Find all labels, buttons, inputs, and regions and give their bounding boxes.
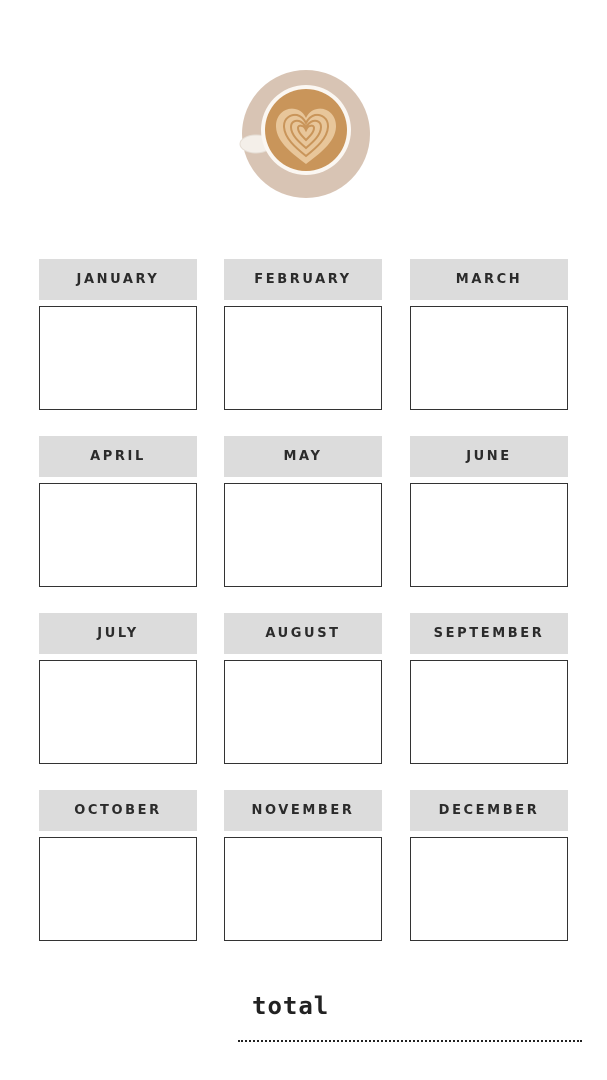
month-entry-box[interactable] [224, 837, 382, 941]
month-february [224, 259, 382, 410]
month-entry-box[interactable] [410, 483, 568, 587]
month-october [39, 790, 197, 941]
month-april [39, 436, 197, 587]
month-entry-box[interactable] [410, 306, 568, 410]
month-label: MAY [224, 436, 382, 477]
month-september [410, 613, 568, 764]
month-december [410, 790, 568, 941]
month-august [224, 613, 382, 764]
month-entry-box[interactable] [39, 306, 197, 410]
month-entry-box[interactable] [39, 483, 197, 587]
month-july [39, 613, 197, 764]
month-label: FEBRUARY [224, 259, 382, 300]
total-label: total [252, 992, 330, 1020]
month-entry-box[interactable] [410, 837, 568, 941]
month-label: JANUARY [39, 259, 197, 300]
month-june [410, 436, 568, 587]
month-label: NOVEMBER [224, 790, 382, 831]
month-entry-box[interactable] [39, 837, 197, 941]
total-entry-line[interactable] [238, 1040, 582, 1042]
month-label: AUGUST [224, 613, 382, 654]
month-january [39, 259, 197, 410]
month-entry-box[interactable] [39, 660, 197, 764]
month-november [224, 790, 382, 941]
month-label: MARCH [410, 259, 568, 300]
month-entry-box[interactable] [224, 660, 382, 764]
month-label: JULY [39, 613, 197, 654]
month-label: SEPTEMBER [410, 613, 568, 654]
month-entry-box[interactable] [410, 660, 568, 764]
month-may [224, 436, 382, 587]
month-label: JUNE [410, 436, 568, 477]
month-label: APRIL [39, 436, 197, 477]
month-march [410, 259, 568, 410]
month-entry-box[interactable] [224, 306, 382, 410]
month-label: OCTOBER [39, 790, 197, 831]
month-label: DECEMBER [410, 790, 568, 831]
month-entry-box[interactable] [224, 483, 382, 587]
